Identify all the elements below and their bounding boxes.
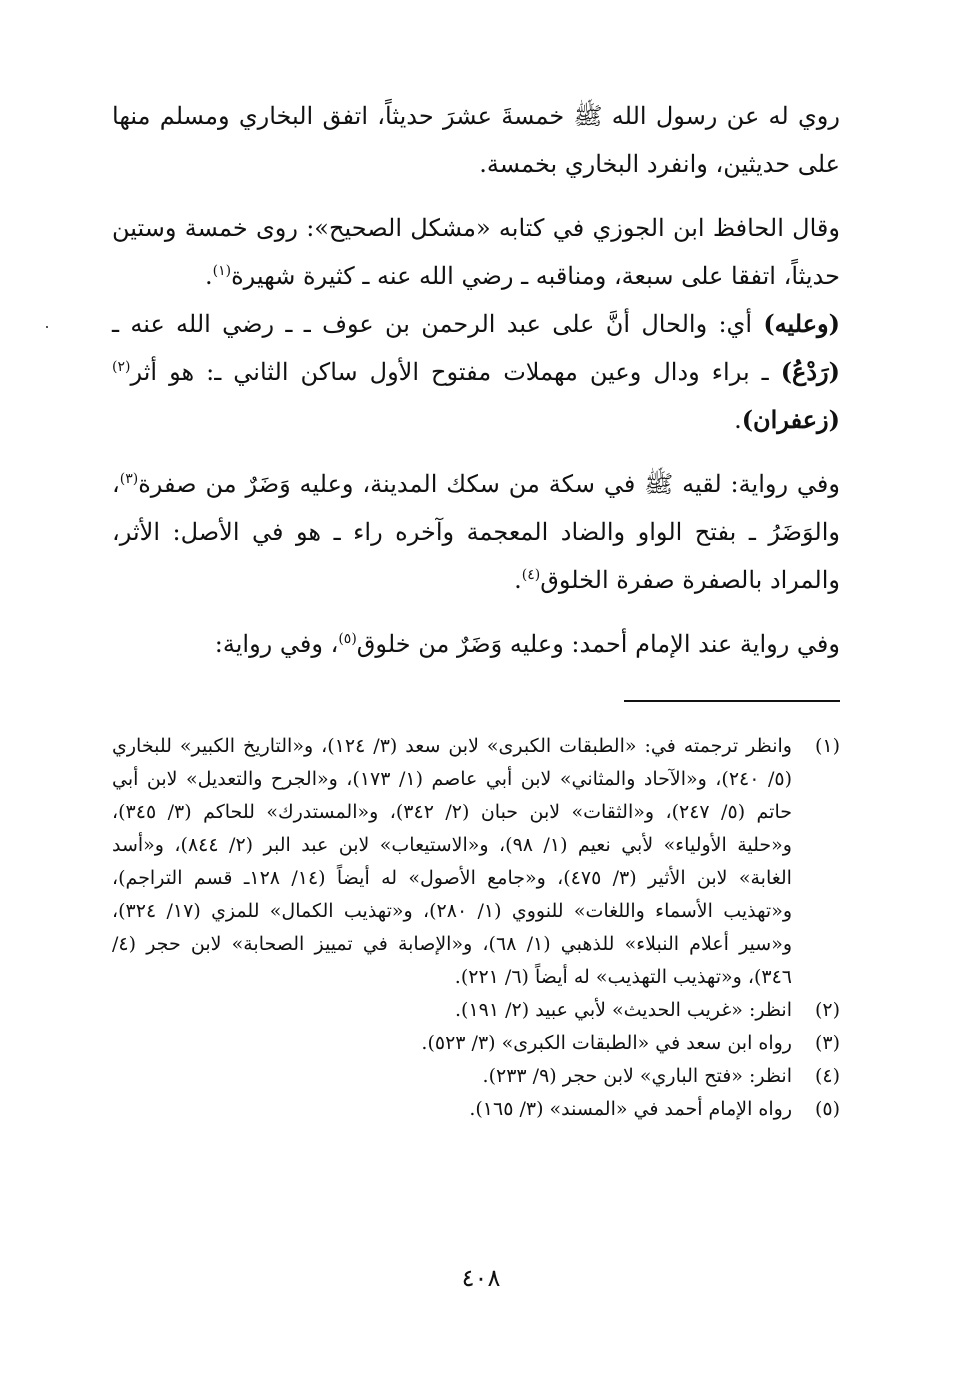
margin-speck bbox=[46, 326, 48, 328]
footnote-number: (٣) bbox=[814, 1032, 840, 1054]
footnote-ref-5[interactable]: (٥) bbox=[338, 631, 357, 647]
paragraph-4-text-2: ، والوَضَرُ ـ بفتح الواو والضاد المعجمة وآخره راء ـ هو في الأصل: الأثر، والمراد بالصفرة صفرة الخلوق bbox=[112, 470, 840, 594]
footnotes bbox=[112, 730, 840, 1126]
footnote-text: انظر: «فتح الباري» لابن حجر (٩/ ٢٣٣). bbox=[482, 1065, 792, 1087]
paragraph-3-end: . bbox=[734, 406, 742, 434]
paragraph-2 bbox=[112, 204, 840, 444]
footnote-text: انظر: «غريب الحديث» لأبي عبيد (٢/ ١٩١). bbox=[455, 999, 792, 1021]
paragraph-5-text-1: وفي رواية عند الإمام أحمد: وعليه وَضَرٌ من خلوق bbox=[356, 630, 840, 658]
main-text bbox=[112, 92, 840, 684]
footnote-number: (٢) bbox=[814, 999, 840, 1021]
paragraph-3-text-2: ـ براء ودال وعين مهملات مفتوح الأول ساكن الثاني ـ: هو أثر bbox=[130, 358, 781, 386]
term-rad: (رَدْعُ) bbox=[780, 357, 840, 386]
paragraph-2-end: . bbox=[205, 262, 213, 290]
footnote-text: رواه الإمام أحمد في «المسند» (٣/ ١٦٥). bbox=[469, 1098, 792, 1120]
footnote-number: (١) bbox=[814, 735, 840, 757]
paragraph-5-text-2: ، وفي رواية: bbox=[214, 630, 339, 658]
term-zafaran: (زعفران) bbox=[741, 405, 840, 434]
paragraph-3-text-1: أي: والحال أنَّ على عبد الرحمن بن عوف ـ ـ رضي الله عنه ـ bbox=[112, 310, 764, 338]
paragraph-5 bbox=[112, 620, 840, 668]
paragraph-2-text: وقال الحافظ ابن الجوزي في كتابه «مشكل الصحيح»: روى خمسة وستين حديثاً، اتفقا على سبعة، ومناقبه ـ رضي الله عنه ـ كثيرة شهيرة bbox=[112, 214, 840, 290]
footnote-text: رواه ابن سعد في «الطبقات الكبرى» (٣/ ٥٢٣). bbox=[421, 1032, 792, 1054]
footnote-1 bbox=[112, 730, 840, 994]
footnote-3 bbox=[112, 1027, 840, 1060]
page-number: ٤٠٨ bbox=[461, 1264, 501, 1292]
footnote-ref-2[interactable]: (٢) bbox=[112, 359, 131, 375]
footnote-number: (٤) bbox=[814, 1065, 840, 1087]
footnote-ref-3[interactable]: (٣) bbox=[119, 471, 139, 487]
term-wa-alayhi: (وعليه) bbox=[763, 309, 840, 338]
paragraph-1-text: روي له عن رسول الله ﷺ خمسةَ عشرَ حديثاً، اتفق البخاري ومسلم منها على حديثين، وانفرد البخاري بخمسة. bbox=[112, 102, 840, 178]
footnote-5 bbox=[112, 1093, 840, 1126]
footnote-2 bbox=[112, 994, 840, 1027]
paragraph-1 bbox=[112, 92, 840, 188]
footnote-number: (٥) bbox=[814, 1098, 840, 1120]
footnote-4 bbox=[112, 1060, 840, 1093]
footnote-text: وانظر ترجمته في: «الطبقات الكبرى» لابن سعد (٣/ ١٢٤)، و«التاريخ الكبير» للبخاري (٥/ ٢٤٠)، و«الآحاد والمثاني» لابن أبي عاصم (١/ ١٧٣)، و«الجرح والتعديل» لابن أبي حاتم (٥/ ٢٤٧)، و«الثقات» لابن حبان (٢/ ٣٤٢)، و«المستدرك» للحاكم (٣/ ٣٤٥)، و«حلية الأولياء» لأبي نعيم (١/ ٩٨)، و«الاستيعاب» لابن عبد البر (٢/ ٨٤٤)، و«أسد الغابة» لابن الأثير (٣/ ٤٧٥)، و«جامع الأصول» له أيضاً (١٤/ ١٢٨ـ قسم التراجم)، و«تهذيب الأسماء واللغات» للنووي (١/ ٢٨٠)، و«تهذيب الكمال» للمزي (١٧/ ٣٢٤)، و«سير أعلام النبلاء» للذهبي (١/ ٦٨)، و«الإصابة في تمييز الصحابة» لابن حجر (٤/ ٣٤٦)، و«تهذيب التهذيب» له أيضاً (٦/ ٢٢١). bbox=[112, 735, 793, 988]
footnote-ref-4[interactable]: (٤) bbox=[521, 567, 541, 583]
footnote-divider bbox=[624, 700, 840, 702]
paragraph-4-end: . bbox=[514, 566, 522, 594]
paragraph-4 bbox=[112, 460, 840, 604]
paragraph-4-text-1: وفي رواية: لقيه ﷺ في سكة من سكك المدينة، وعليه وَضَرٌ من صفرة bbox=[138, 470, 840, 498]
footnote-ref-1[interactable]: (١) bbox=[212, 263, 232, 279]
